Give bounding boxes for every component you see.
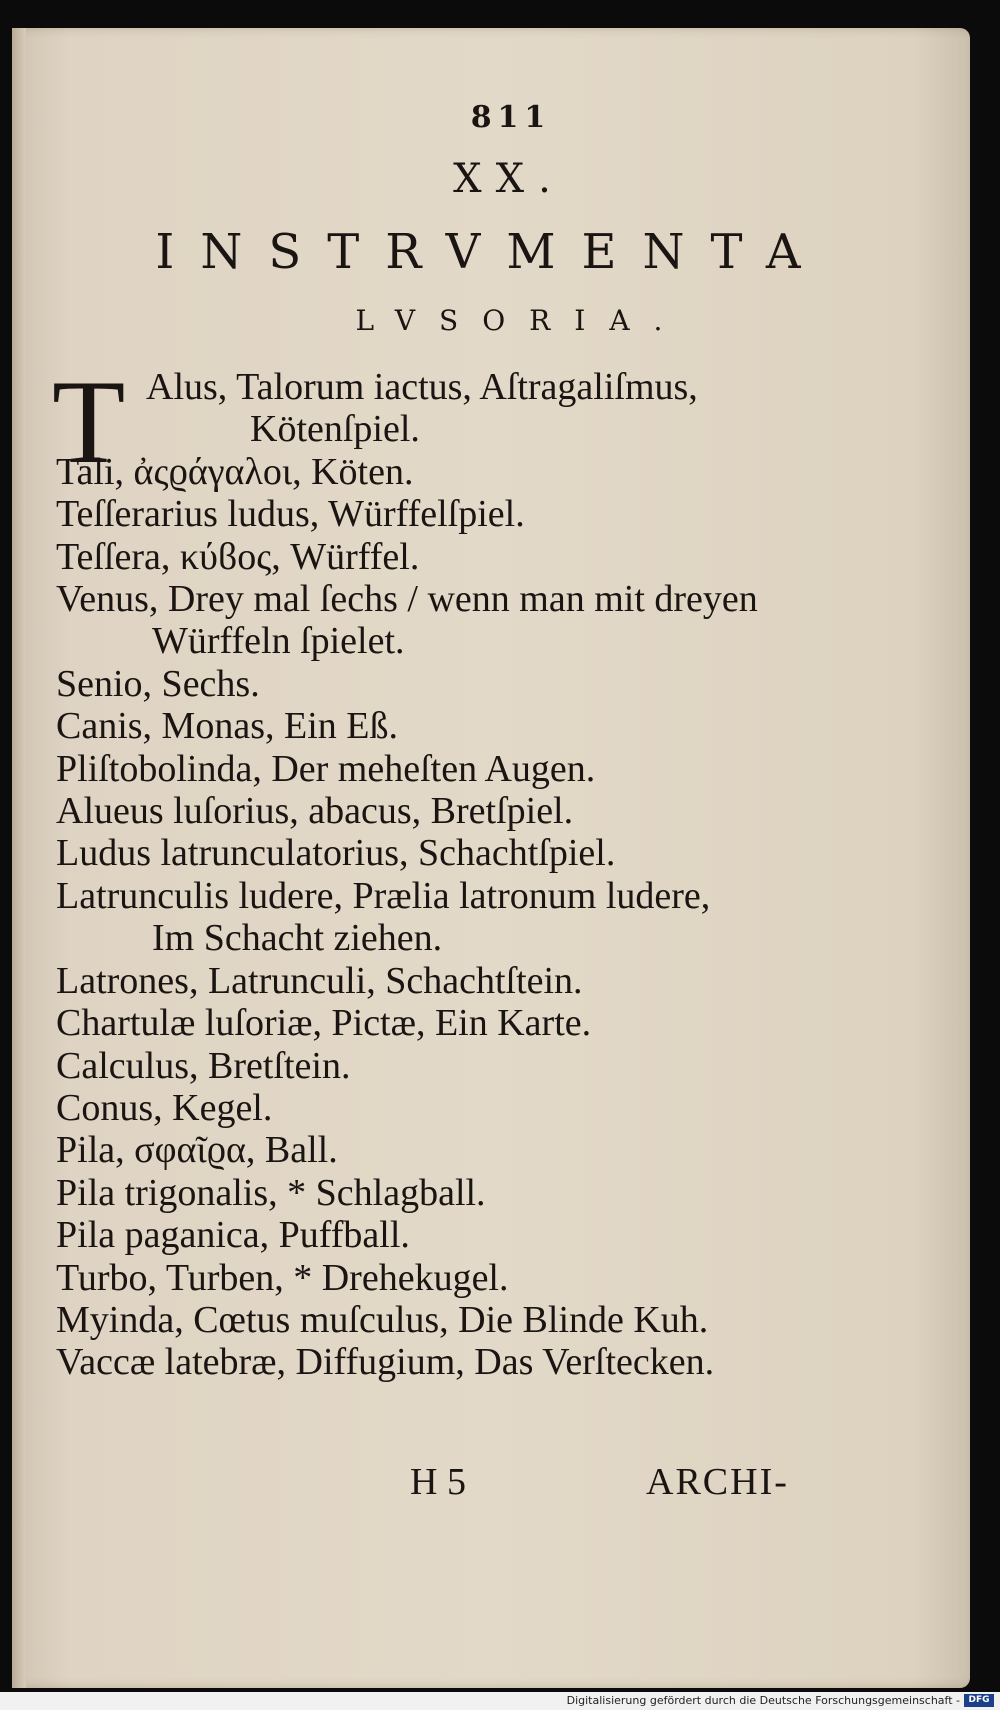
list-item <box>56 663 946 705</box>
list-item <box>56 748 946 790</box>
catchword: ARCHI- <box>646 1461 789 1503</box>
entry-text: Alueus luſorius, abacus, Bretſpiel. <box>56 790 574 833</box>
page-number: 811 <box>470 100 552 135</box>
drop-capital: T <box>52 355 126 488</box>
entry-text: Ludus latrunculatorius, Schachtſpiel. <box>56 832 616 875</box>
entry-text: Alus, Talorum iactus, Aſtragaliſmus, <box>146 366 698 408</box>
list-item <box>56 1045 946 1087</box>
list-item <box>56 832 946 874</box>
list-item <box>56 451 946 493</box>
entry-text: Teſſera, κύϐος, Würffel. <box>56 535 420 578</box>
entry-text: Latrones, Latrunculi, Schachtſtein. <box>56 959 583 1002</box>
list-item <box>56 366 946 451</box>
list-item <box>56 1214 946 1256</box>
chapter-number: XX. <box>453 156 565 202</box>
list-item <box>56 875 946 960</box>
entry-continuation: Würffeln ſpielet. <box>152 620 405 663</box>
entry-text: Myinda, Cœtus muſculus, Die Blinde Kuh. <box>56 1298 709 1341</box>
list-item <box>56 960 946 1002</box>
entry-text: Calculus, Bretſtein. <box>56 1044 351 1087</box>
dfg-logo: DFG <box>964 1694 994 1707</box>
entry-text: Latrunculis ludere, Prælia latronum ludere, <box>56 874 711 917</box>
chapter-subtitle: LVSORIA. <box>355 304 687 337</box>
list-item <box>56 1299 946 1341</box>
entry-text: Teſſerarius ludus, Würffelſpiel. <box>56 493 525 536</box>
entry-text: Pliſtobolinda, Der meheſten Augen. <box>56 747 596 790</box>
entry-text: Pila trigonalis, * Schlagball. <box>56 1171 486 1214</box>
signature-mark: H 5 <box>410 1461 466 1503</box>
entry-text: Tali, ἀςϱάγαλοι, Köten. <box>56 450 414 493</box>
entry-text: Turbo, Turben, * Drehekugel. <box>56 1256 509 1299</box>
entry-text: Senio, Sechs. <box>56 662 260 705</box>
list-item <box>56 1172 946 1214</box>
entry-continuation: Im Schacht ziehen. <box>152 917 443 960</box>
entry-text: Chartulæ luſoriæ, Pictæ, Ein Karte. <box>56 1002 592 1045</box>
book-page <box>12 28 970 1688</box>
list-item <box>56 705 946 747</box>
entry-text: Venus, Drey mal ſechs / wenn man mit dreyen <box>56 578 758 621</box>
list-item <box>56 790 946 832</box>
list-item <box>56 1341 946 1383</box>
list-item <box>56 1257 946 1299</box>
banner-text: Digitalisierung gefördert durch die Deutsche Forschungsgemeinschaft - <box>566 1694 960 1707</box>
list-item <box>56 536 946 578</box>
entry-text: Vaccæ latebræ, Diffugium, Das Verſtecken. <box>56 1341 715 1384</box>
entry-text: Pila, σφαῖϱα, Ball. <box>56 1129 338 1172</box>
list-item <box>56 1129 946 1171</box>
entry-text: Pila paganica, Puffball. <box>56 1214 410 1257</box>
entry-list <box>56 366 946 1384</box>
list-item <box>56 1002 946 1044</box>
list-item <box>56 578 946 663</box>
entry-text: Canis, Monas, Ein Eß. <box>56 705 398 748</box>
entry-text: Conus, Kegel. <box>56 1086 273 1129</box>
chapter-title: INSTRVMENTA <box>155 224 827 280</box>
list-item <box>56 1087 946 1129</box>
digitization-banner <box>0 1692 1000 1710</box>
entry-continuation: Kötenſpiel. <box>250 408 420 451</box>
list-item <box>56 493 946 535</box>
